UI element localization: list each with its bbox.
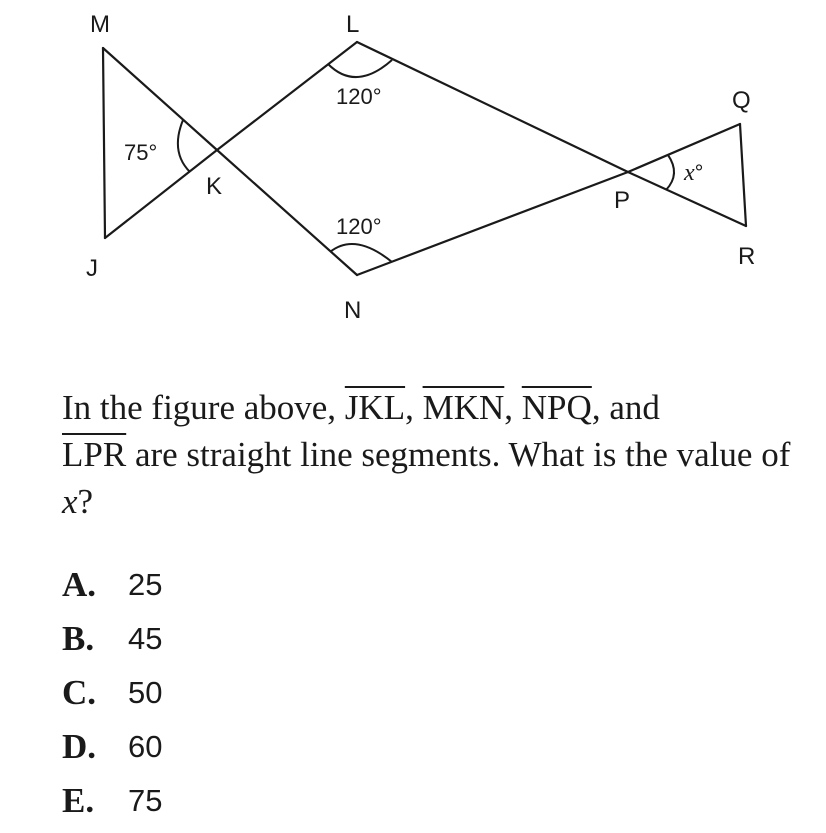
choice-letter: B. [62,619,95,658]
choice-d[interactable] [62,725,162,779]
angle-arc-p [666,155,674,190]
question-intro: In the figure above, [62,388,337,427]
point-label-p: P [614,187,631,214]
point-label-r: R [738,243,756,270]
separator-3: , and [591,388,660,427]
angle-variable-x: x [684,160,695,186]
question-text [62,384,802,525]
choice-e[interactable] [62,779,162,833]
segment-name-npq: $\overline{NPQ}$ [521,388,592,427]
segment-lp [357,42,628,172]
angle-label-p [683,160,703,186]
separator-2: , [504,388,514,427]
angle-arc-l [328,60,392,77]
point-label-j: J [86,255,98,282]
choice-value: 45 [128,621,163,656]
angle-label-k: 75° [124,140,158,165]
angle-degree-symbol: ° [694,160,704,185]
choice-b[interactable] [62,617,162,671]
segment-mj [103,48,105,238]
segment-name-jkl: $\overline{JKL}$ [344,388,406,427]
choice-value: 25 [128,567,163,602]
geometry-figure [0,0,826,340]
choice-c[interactable] [62,671,162,725]
choice-value: 75 [128,783,163,818]
point-label-q: Q [732,87,751,114]
separator-1: , [405,388,414,427]
segment-jk [105,150,217,238]
segment-name-mkn: $\overline{MKN}$ [422,388,505,427]
angle-arc-k [178,120,190,172]
angle-label-l: 120° [336,84,382,109]
point-label-n: N [344,297,362,324]
question-mark: ? [77,482,94,521]
answer-choices [62,563,162,833]
choice-value: 50 [128,675,163,710]
choice-letter: A. [62,565,97,604]
choice-letter: C. [62,673,97,712]
choice-a[interactable] [62,563,162,617]
segment-name-lpr: $\overline{LPR}$ [62,435,127,474]
choice-letter: E. [62,781,95,820]
point-label-m: M [90,11,110,38]
point-label-l: L [346,11,360,38]
segment-qr [740,124,746,226]
choice-value: 60 [128,729,163,764]
angle-label-n: 120° [336,214,382,239]
segment-np [357,172,631,275]
question-variable: x [62,482,78,521]
point-label-k: K [206,173,223,200]
segment-kn [217,150,357,275]
question-middle: are straight line segments. What is the value of [134,435,791,474]
choice-letter: D. [62,727,97,766]
segment-mk [103,48,217,150]
